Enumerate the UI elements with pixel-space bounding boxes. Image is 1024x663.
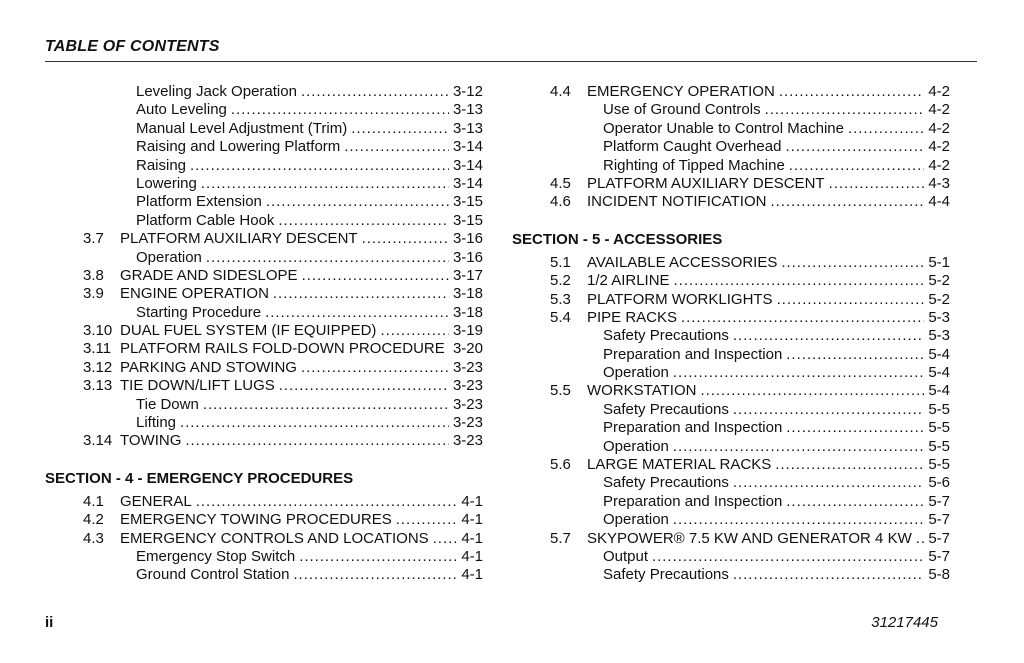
toc-entry-page: 5-2 (928, 290, 950, 308)
toc-entry-title: SKYPOWER® 7.5 KW AND GENERATOR 4 KW (587, 529, 912, 547)
toc-entry-title: GRADE AND SIDESLOPE (120, 266, 298, 284)
toc-entry (83, 322, 483, 340)
toc-entry-page: 3-23 (452, 414, 483, 432)
toc-entry-title: GENERAL (120, 492, 192, 510)
toc-entry-title: Safety Precautions (603, 327, 729, 345)
toc-entry-title: WORKSTATION (587, 382, 697, 400)
toc-dot-leader (789, 157, 925, 175)
toc-entry-page: 4-3 (928, 174, 950, 192)
toc-dot-leader (279, 377, 449, 395)
toc-entry-title: Auto Leveling (136, 101, 227, 119)
toc-entry (550, 175, 950, 193)
toc-dot-leader (674, 272, 925, 290)
toc-entry-page: 5-4 (928, 364, 950, 382)
toc-dot-leader (190, 157, 449, 175)
toc-dot-leader (733, 474, 924, 492)
toc-entry-page: 3-23 (452, 432, 483, 450)
toc-list-section-4-cont (550, 83, 950, 212)
toc-entry-title: Emergency Stop Switch (136, 547, 296, 565)
toc-entry-number: 5.1 (550, 253, 571, 271)
toc-dot-leader (770, 193, 924, 211)
toc-list-section-5 (550, 254, 950, 585)
toc-entry-page: 3-14 (452, 156, 483, 174)
toc-entry-number: 4.2 (83, 511, 104, 529)
toc-entry-title: Manual Level Adjustment (Trim) (136, 119, 348, 137)
toc-subentry (550, 548, 950, 566)
toc-dot-leader (779, 83, 925, 101)
toc-entry (83, 377, 483, 395)
toc-entry-number: 3.9 (83, 285, 104, 303)
page-title: TABLE OF CONTENTS (45, 38, 220, 55)
toc-entry-page: 3-17 (452, 266, 483, 284)
toc-entry-number: 3.7 (83, 230, 104, 248)
toc-dot-leader (299, 548, 457, 566)
toc-entry-title: Platform Cable Hook (136, 211, 275, 229)
toc-subentry (83, 548, 483, 566)
toc-entry-title: PARKING AND STOWING (120, 358, 297, 376)
toc-dot-leader (351, 120, 449, 138)
toc-entry-page: 5-3 (928, 308, 950, 326)
toc-entry-page: 5-5 (928, 400, 950, 418)
toc-entry-title: Preparation and Inspection (603, 419, 783, 437)
toc-entry-title: PLATFORM RAILS FOLD-DOWN PROCEDURE (120, 340, 445, 358)
toc-left-column (45, 83, 483, 585)
toc-entry-number: 4.4 (550, 83, 571, 100)
toc-entry-title: Starting Procedure (136, 303, 262, 321)
toc-entry-page: 5-2 (928, 272, 950, 290)
toc-entry-page: 4-1 (461, 511, 483, 529)
toc-dot-leader (681, 309, 924, 327)
toc-dot-leader (848, 120, 924, 138)
toc-entry-title: Operation (603, 437, 669, 455)
toc-dot-leader (293, 566, 457, 584)
toc-dot-leader (265, 304, 449, 322)
toc-entry-number: 3.14 (83, 432, 113, 450)
toc-subentry (83, 212, 483, 230)
toc-entry-title: ENGINE OPERATION (120, 285, 269, 303)
toc-entry (550, 456, 950, 474)
toc-dot-leader (673, 511, 924, 529)
toc-subentry (83, 396, 483, 414)
toc-subentry (83, 566, 483, 584)
toc-entry-title: Output (603, 547, 649, 565)
toc-entry-number: 5.4 (550, 308, 571, 326)
toc-entry (550, 382, 950, 400)
toc-entry-title: Raising and Lowering Platform (136, 138, 341, 156)
toc-entry-title: 1/2 AIRLINE (587, 272, 670, 290)
toc-entry-page: 4-2 (928, 156, 950, 174)
toc-dot-leader (786, 419, 924, 437)
toc-entry-title: Safety Precautions (603, 474, 729, 492)
toc-entry-page: 4-4 (928, 193, 950, 211)
toc-subentry (83, 120, 483, 138)
toc-entry-title: Ground Control Station (136, 566, 290, 584)
toc-entry-title: TOWING (120, 432, 182, 450)
toc-subentry (550, 157, 950, 175)
toc-entry-page: 5-5 (928, 437, 950, 455)
toc-entry-title: Operator Unable to Control Machine (603, 119, 844, 137)
toc-entry-page: 5-7 (928, 547, 950, 565)
toc-subentry (83, 83, 483, 101)
toc-entry-number: 4.3 (83, 529, 104, 547)
toc-list-section-3 (83, 83, 483, 451)
toc-subentry (550, 138, 950, 156)
toc-entry-number: 4.5 (550, 174, 571, 192)
toc-entry-title: Preparation and Inspection (603, 492, 783, 510)
toc-list-section-4 (83, 493, 483, 585)
toc-subentry (83, 175, 483, 193)
toc-entry-page: 3-16 (452, 230, 483, 248)
toc-entry-title: Platform Extension (136, 193, 262, 211)
toc-dot-leader (301, 359, 449, 377)
toc-entry-page: 4-1 (461, 566, 483, 584)
toc-entry-number: 5.6 (550, 456, 571, 474)
toc-subentry (550, 566, 950, 584)
toc-entry (83, 285, 483, 303)
toc-dot-leader (916, 530, 925, 548)
toc-dot-leader (777, 291, 925, 309)
toc-entry (83, 359, 483, 377)
toc-entry-number: 5.7 (550, 529, 571, 547)
toc-dot-leader (765, 101, 925, 119)
toc-dot-leader (733, 566, 924, 584)
toc-entry-page: 4-1 (461, 529, 483, 547)
toc-entry (83, 267, 483, 285)
toc-entry-number: 5.5 (550, 382, 571, 400)
toc-entry-number: 3.12 (83, 358, 113, 376)
toc-entry-title: Operation (603, 511, 669, 529)
toc-entry-title: Safety Precautions (603, 400, 729, 418)
toc-dot-leader (396, 511, 458, 529)
toc-dot-leader (652, 548, 924, 566)
toc-entry (550, 272, 950, 290)
toc-subentry (83, 101, 483, 119)
page-number: ii (45, 614, 54, 631)
toc-entry-page: 3-13 (452, 101, 483, 119)
toc-right-column (512, 83, 950, 585)
toc-entry-page: 3-23 (452, 358, 483, 376)
toc-entry-number: 5.3 (550, 290, 571, 308)
toc-entry-title: Preparation and Inspection (603, 345, 783, 363)
toc-entry-page: 3-20 (452, 340, 483, 358)
toc-subentry (83, 304, 483, 322)
toc-entry-page: 4-2 (928, 83, 950, 100)
toc-entry (550, 309, 950, 327)
toc-dot-leader (786, 346, 924, 364)
toc-entry-title: EMERGENCY TOWING PROCEDURES (120, 511, 392, 529)
toc-dot-leader (362, 230, 449, 248)
toc-subentry (83, 138, 483, 156)
toc-entry-page: 3-12 (452, 83, 483, 100)
toc-entry-page: 3-18 (452, 285, 483, 303)
toc-subentry (550, 346, 950, 364)
toc-entry-title: Righting of Tipped Machine (603, 156, 785, 174)
toc-subentry (550, 511, 950, 529)
toc-entry-number: 3.10 (83, 322, 113, 340)
toc-entry-page: 5-6 (928, 474, 950, 492)
toc-entry (550, 83, 950, 101)
toc-dot-leader (673, 438, 924, 456)
toc-entry-title: Platform Caught Overhead (603, 138, 782, 156)
toc-entry-title: Use of Ground Controls (603, 101, 761, 119)
toc-entry-page: 5-7 (928, 529, 950, 547)
toc-subentry (550, 493, 950, 511)
toc-entry-title: AVAILABLE ACCESSORIES (587, 253, 778, 271)
toc-subentry (83, 157, 483, 175)
toc-subentry (550, 438, 950, 456)
toc-subentry (550, 419, 950, 437)
toc-entry (83, 230, 483, 248)
toc-entry-page: 4-1 (461, 547, 483, 565)
toc-dot-leader (302, 267, 449, 285)
toc-entry-page: 4-2 (928, 101, 950, 119)
toc-entry-page: 4-1 (461, 492, 483, 510)
toc-dot-leader (278, 212, 449, 230)
toc-entry-page: 5-7 (928, 511, 950, 529)
toc-entry-page: 3-18 (452, 303, 483, 321)
toc-dot-leader (273, 285, 449, 303)
toc-dot-leader (301, 83, 449, 101)
toc-entry-title: PIPE RACKS (587, 308, 678, 326)
toc-dot-leader (180, 414, 449, 432)
toc-entry (550, 530, 950, 548)
section-5-heading: SECTION - 5 - ACCESSORIES (512, 230, 723, 248)
toc-entry-number: 4.1 (83, 492, 104, 510)
toc-entry-page: 3-19 (452, 322, 483, 340)
toc-entry-page: 3-15 (452, 211, 483, 229)
toc-subentry (83, 249, 483, 267)
toc-entry-title: PLATFORM AUXILIARY DESCENT (587, 174, 825, 192)
toc-dot-leader (785, 138, 924, 156)
section-4-heading: SECTION - 4 - EMERGENCY PROCEDURES (45, 469, 354, 487)
toc-entry-page: 5-4 (928, 382, 950, 400)
toc-entry-title: INCIDENT NOTIFICATION (587, 193, 767, 211)
toc-entry-title: Tie Down (136, 395, 199, 413)
toc-dot-leader (775, 456, 924, 474)
toc-entry-title: PLATFORM WORKLIGHTS (587, 290, 773, 308)
toc-dot-leader (206, 249, 449, 267)
toc-entry-title: Raising (136, 156, 187, 174)
toc-entry-page: 5-5 (928, 456, 950, 474)
toc-entry-page: 3-23 (452, 395, 483, 413)
toc-entry-number: 4.6 (550, 193, 571, 211)
toc-entry-page: 5-8 (928, 566, 950, 584)
toc-entry-page: 3-13 (452, 119, 483, 137)
toc-subentry (550, 327, 950, 345)
header-divider (45, 61, 977, 62)
toc-dot-leader (196, 493, 458, 511)
toc-entry-title: EMERGENCY CONTROLS AND LOCATIONS (120, 529, 429, 547)
toc-subentry (550, 401, 950, 419)
toc-entry (83, 432, 483, 450)
toc-entry-page: 5-1 (928, 253, 950, 271)
toc-entry (83, 340, 483, 358)
toc-subentry (83, 414, 483, 432)
toc-entry (550, 254, 950, 272)
toc-dot-leader (266, 193, 449, 211)
toc-entry-page: 4-2 (928, 138, 950, 156)
toc-dot-leader (344, 138, 449, 156)
toc-dot-leader (673, 364, 924, 382)
toc-entry-title: DUAL FUEL SYSTEM (IF EQUIPPED) (120, 322, 377, 340)
toc-entry-page: 3-14 (452, 138, 483, 156)
toc-dot-leader (203, 396, 449, 414)
document-number: 31217445 (871, 614, 938, 631)
toc-entry (83, 511, 483, 529)
toc-entry-page: 3-23 (452, 377, 483, 395)
toc-entry-title: LARGE MATERIAL RACKS (587, 456, 772, 474)
toc-dot-leader (733, 401, 924, 419)
toc-dot-leader (733, 327, 924, 345)
toc-entry-title: PLATFORM AUXILIARY DESCENT (120, 230, 358, 248)
toc-dot-leader (829, 175, 925, 193)
toc-entry-page: 5-4 (928, 345, 950, 363)
toc-entry-title: TIE DOWN/LIFT LUGS (120, 377, 275, 395)
toc-dot-leader (201, 175, 449, 193)
toc-dot-leader (433, 530, 458, 548)
toc-entry-page: 4-2 (928, 119, 950, 137)
toc-subentry (550, 101, 950, 119)
toc-entry-number: 3.11 (83, 340, 112, 358)
toc-entry (550, 193, 950, 211)
toc-entry-title: Lowering (136, 174, 197, 192)
toc-dot-leader (700, 382, 924, 400)
toc-dot-leader (380, 322, 449, 340)
toc-entry-number: 3.13 (83, 377, 113, 395)
toc-dot-leader (781, 254, 924, 272)
toc-entry-page: 3-15 (452, 193, 483, 211)
toc-subentry (550, 120, 950, 138)
toc-entry-title: EMERGENCY OPERATION (587, 83, 775, 100)
toc-entry-title: Lifting (136, 414, 177, 432)
toc-dot-leader (231, 101, 449, 119)
toc-entry-number: 5.2 (550, 272, 571, 290)
toc-entry-page: 5-7 (928, 492, 950, 510)
toc-entry-title: Operation (136, 248, 202, 266)
toc-entry-page: 3-14 (452, 174, 483, 192)
toc-dot-leader (786, 493, 924, 511)
toc-dot-leader (185, 432, 449, 450)
toc-entry-page: 5-5 (928, 419, 950, 437)
toc-entry-number: 3.8 (83, 266, 104, 284)
toc-entry (83, 493, 483, 511)
toc-subentry (83, 193, 483, 211)
toc-subentry (550, 474, 950, 492)
toc-entry-title: Leveling Jack Operation (136, 83, 297, 100)
toc-entry-title: Operation (603, 364, 669, 382)
toc-subentry (550, 364, 950, 382)
toc-entry-title: Safety Precautions (603, 566, 729, 584)
toc-entry (550, 291, 950, 309)
toc-entry (83, 530, 483, 548)
toc-entry-page: 3-16 (452, 248, 483, 266)
toc-entry-page: 5-3 (928, 327, 950, 345)
